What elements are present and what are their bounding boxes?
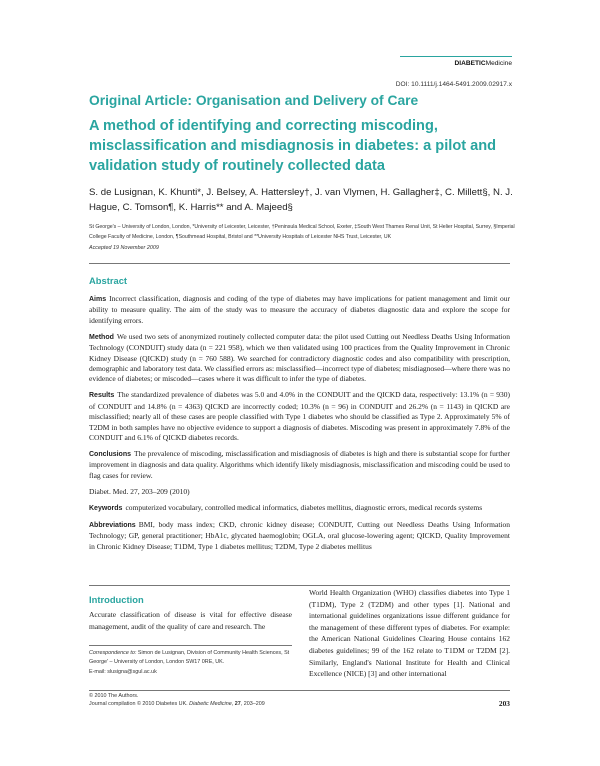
- page-number: 203: [498, 699, 510, 708]
- article-title: A method of identifying and correcting miscoding, misclassification and misdiagnosis in diabetes: a pilot and validation study of routinely collected data: [89, 118, 497, 174]
- affiliations: St George's – University of London, London, *University of Leicester, Leicester, †Peninsula Medical School, Exeter, ‡South West Thames Renal Unit, St Helier Hospital, Surrey, §Imperial College Faculty of Medicine, London, ¶Southmead Hospital, Bristol and **University Hospitals of Leicester NHS Trust, Leicester, UK: [89, 224, 515, 240]
- abstract-results: [89, 390, 510, 443]
- conclusions-label: Conclusions: [89, 451, 132, 459]
- abstract-aims: [89, 294, 510, 326]
- footer-rule: [89, 690, 510, 691]
- citation: Diabet. Med. 27, 203–209 (2010): [89, 486, 190, 496]
- aims-label: Aims: [89, 296, 107, 303]
- abbreviations-label: Abbreviations: [89, 521, 136, 529]
- abstract-body: [89, 294, 510, 558]
- aims-text: Incorrect classification, diagnosis and coding of the type of diabetes may have implications for patient management and limit our ability to measure quality. The aim of the study was to measure the accuracy of diabetes diagnostic data and explore the scope for identifying errors.: [89, 294, 510, 325]
- intro-top-rule: [89, 585, 510, 586]
- correspondence-rule: [89, 645, 292, 646]
- abstract-abbreviations: [89, 520, 510, 552]
- footer-journal-name: Diabetic Medicine: [189, 700, 232, 707]
- correspondence-label: Correspondence to:: [89, 650, 137, 656]
- article-section: Original Article: Organisation and Delivery of Care: [89, 93, 419, 108]
- method-label: Method: [89, 333, 114, 341]
- abstract-top-rule: [89, 263, 510, 264]
- abstract-heading: Abstract: [89, 275, 128, 286]
- journal-name-rest: Medicine: [485, 60, 512, 67]
- abstract-keywords: [89, 503, 510, 514]
- footer-volume: 27: [234, 700, 241, 707]
- accepted-date: Accepted 19 November 2009: [89, 245, 159, 251]
- journal-name: [454, 60, 512, 67]
- results-label: Results: [89, 392, 115, 400]
- correspondence: [89, 649, 294, 677]
- conclusions-text: The prevalence of miscoding, misclassification and misdiagnosis of diabetes is high and there is substantial scope for further improvement in diagnosis and data quality. Algorithms which identify likely misdiagnosis, misclassification and miscoding could be used to flag cases for review.: [89, 449, 510, 480]
- keywords-text: computerized vocabulary, controlled medical informatics, diabetes mellitus, diagnostic errors, medical records systems: [125, 502, 483, 512]
- correspondence-address: Simon de Lusignan, Division of Community Health Sciences, St George' – University of London, London SW17 0RE, UK.: [89, 650, 290, 666]
- author-list: S. de Lusignan, K. Khunti*, J. Belsey, A. Hattersley†, J. van Vlymen, H. Gallagher‡, C. Millett§, N. J. Hague, C. Tomson¶, K. Harris** and A. Majeed§: [89, 187, 513, 213]
- introduction-heading: Introduction: [89, 594, 144, 605]
- intro-left-column: Accurate classification of disease is vital for effective disease management, audit of the quality of care and research. The: [89, 610, 292, 631]
- journal-name-bold: DIABETIC: [454, 60, 486, 67]
- results-text: The standardized prevalence of diabetes was 5.0 and 4.0% in the CONDUIT and the QICKD data, respectively: 13.1% (n = 930) of CONDUIT and 14.8% (n = 4363) QICKD are incorrectly coded; 10.3% (n = 96) in CONDUIT and 26.2% (n = 1143) in QICKD are misclassified; nearly all of these cases are people classified with Type 1 diabetes who should be classified as Type 2. Approximately 5% of T2DM in both samples have no objective evidence to support a diagnosis of diabetes. Miscoding was present in approximately 7.8% of the CONDUIT and 6.1% of QICKD diabetes records.: [89, 390, 510, 443]
- keywords-label: Keywords: [89, 504, 123, 512]
- abstract-conclusions: [89, 449, 510, 481]
- method-text: We used two sets of anonymized routinely collected computer data: the pilot used Cutting out Needless Deaths Using Information Technology (CONDUIT) study data (n = 221 958), which we then validated using 100 practices from the Quality Improvement in Chronic Kidney Disease (QICKD) study (n = 760 588). We searched for contradictory diagnostic codes and also compatibility with prescription, demographic and laboratory test data. We classified errors as: misclassified—incorrect type of diabetes; misdiagnosed—where there was no evidence of diabetes; or miscoded—cases where it was difficult to infer the type of diabetes.: [89, 331, 510, 384]
- intro-right-column: World Health Organization (WHO) classifies diabetes into Type 1 (T1DM), Type 2 (T2DM) and other types [1]. National and international guidelines organizations issue different guidance for the management of these different types of diabetes. For example: the American National Guidelines Clearing House contains 162 diabetes guidelines; 99 of the 162 relate to T1DM or T2DM [2]. Similarly, England's National Institute for Health and Clinical Excellence (NICE) [3] and other international: [309, 588, 510, 679]
- footer-pages: , 203–209: [240, 700, 265, 707]
- abstract-method: [89, 332, 510, 385]
- footer: © 2010 The Authors. Journal compilation © 2010 Diabetes UK. Diabetic Medicine, 27, 203–209: [89, 693, 265, 707]
- doi[interactable]: DOI: 10.1111/j.1464-5491.2009.02917.x: [395, 81, 512, 88]
- abbreviations-text: BMI, body mass index; CKD, chronic kidney disease; CONDUIT, Cutting out Needless Deaths Using Information Technology; GP, general practitioner; HbA1c, glycated haemoglobin; OGLA, oral glucose-lowering agent; QICKD, Quality Improvement in Chronic Kidney Disease; T1DM, Type 1 diabetes mellitus; T2DM, Type 2 diabetes mellitus: [89, 519, 510, 551]
- journal-compilation: Journal compilation © 2010 Diabetes UK.: [89, 700, 188, 707]
- correspondence-email[interactable]: E-mail: slusigna@sgul.ac.uk: [89, 668, 157, 675]
- copyright: © 2010 The Authors.: [89, 693, 139, 699]
